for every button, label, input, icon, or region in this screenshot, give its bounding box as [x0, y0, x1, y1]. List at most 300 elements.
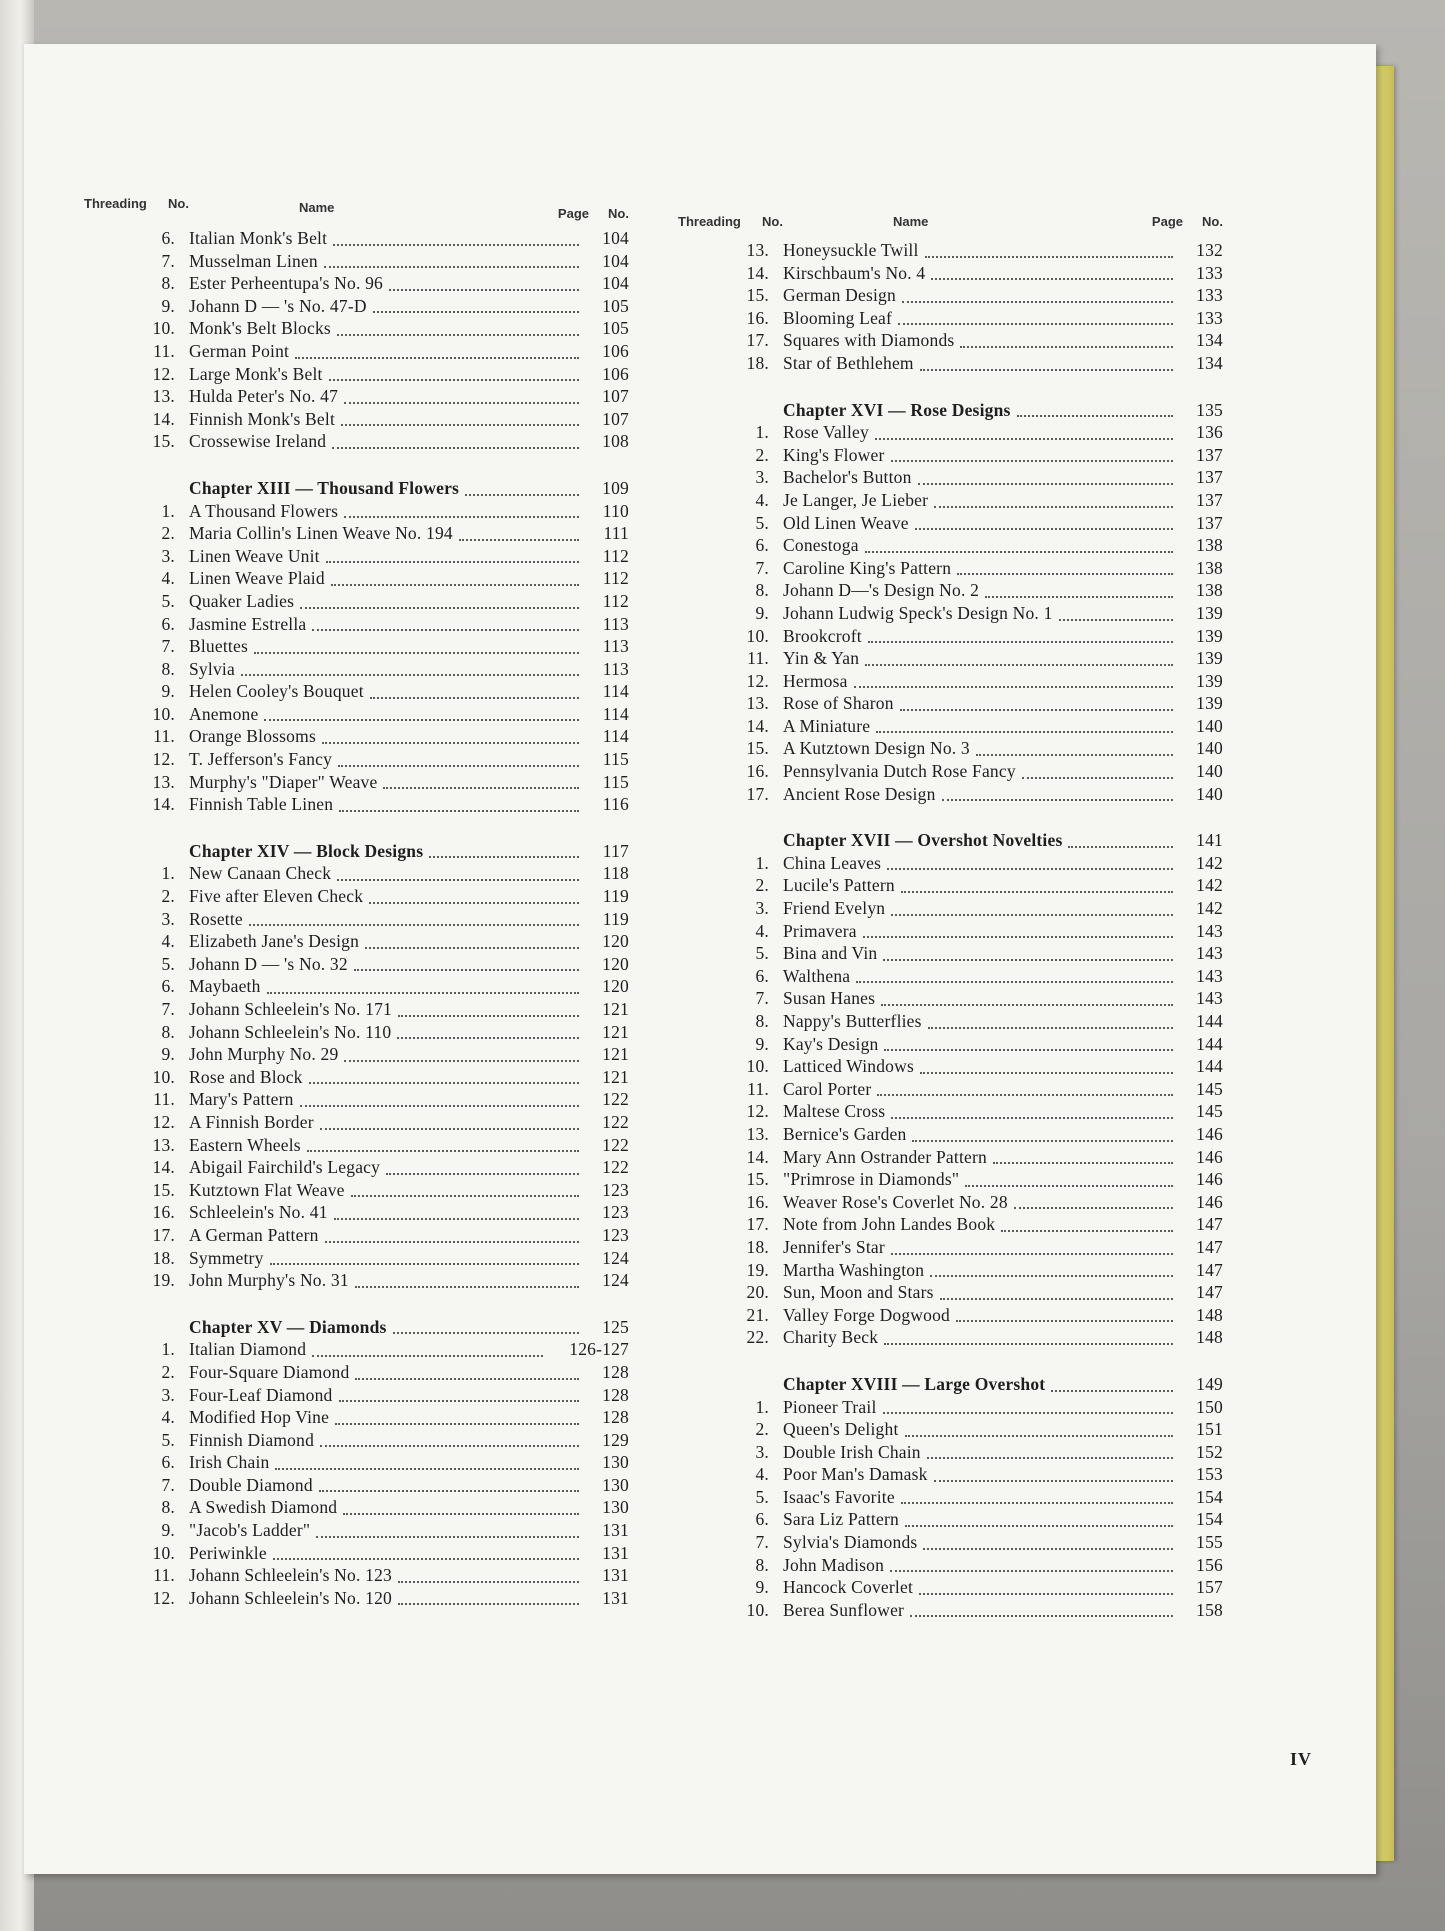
chapter-title: Chapter XV — Diamonds — [189, 1316, 387, 1337]
column-header — [84, 192, 629, 228]
entry-name: German Design — [783, 285, 896, 306]
entry-name: A Swedish Diamond — [189, 1497, 338, 1518]
toc-entry — [678, 853, 1223, 876]
entry-page: 131 — [602, 1542, 629, 1563]
dot-leader — [1017, 414, 1173, 417]
dot-leader — [931, 277, 1173, 280]
toc-entry — [678, 1305, 1223, 1328]
entry-name: Pioneer Trail — [783, 1396, 877, 1417]
entry-name: Murphy's "Diaper" Weave — [189, 771, 378, 792]
entry-page: 146 — [1196, 1169, 1223, 1190]
entry-page: 113 — [602, 613, 629, 634]
entry-page: 123 — [602, 1202, 629, 1223]
entry-number: 13. — [746, 1123, 769, 1144]
entry-number: 11. — [747, 648, 769, 669]
entry-number: 12. — [152, 1111, 175, 1132]
entry-name: Orange Blossoms — [189, 726, 316, 747]
dot-leader — [334, 1217, 579, 1220]
entry-number: 17. — [746, 330, 769, 351]
entry-page: 138 — [1196, 580, 1223, 601]
entry-name: Double Irish Chain — [783, 1441, 921, 1462]
toc-entry — [84, 409, 629, 432]
dot-leader — [920, 368, 1173, 371]
entry-number: 1. — [161, 500, 175, 521]
entry-name: Pennsylvania Dutch Rose Fancy — [783, 761, 1016, 782]
dot-leader — [900, 708, 1173, 711]
entry-name: Maybaeth — [189, 976, 261, 997]
toc-entry — [84, 863, 629, 886]
toc-entry — [84, 1565, 629, 1588]
entry-number: 9. — [161, 681, 175, 702]
entry-page: 133 — [1196, 307, 1223, 328]
toc-entry — [84, 1180, 629, 1203]
entry-page: 124 — [602, 1270, 629, 1291]
dot-leader — [341, 423, 579, 426]
entry-page: 140 — [1196, 715, 1223, 736]
section-spacer — [84, 817, 629, 841]
dot-leader — [891, 913, 1173, 916]
entry-page: 104 — [602, 228, 629, 248]
dot-leader — [927, 1456, 1173, 1459]
dot-leader — [1051, 1389, 1173, 1392]
entry-page: 114 — [602, 726, 629, 747]
toc-entry — [678, 1034, 1223, 1057]
section-spacer — [678, 806, 1223, 830]
dot-leader — [863, 935, 1173, 938]
entry-number: 9. — [161, 295, 175, 316]
entry-name: Sun, Moon and Stars — [783, 1282, 934, 1303]
dot-leader — [910, 1614, 1173, 1617]
dot-leader — [965, 1184, 1173, 1187]
toc-entry — [678, 738, 1223, 761]
chapter-title: Chapter XIII — Thousand Flowers — [189, 477, 460, 498]
dot-leader — [905, 1434, 1173, 1437]
entry-page: 130 — [602, 1452, 629, 1473]
dot-leader — [339, 1399, 580, 1402]
entry-page: 135 — [1196, 399, 1223, 420]
dot-leader — [329, 378, 579, 381]
entry-name: Isaac's Favorite — [783, 1486, 895, 1507]
entry-name: Johann Schleelein's No. 123 — [189, 1565, 392, 1586]
dot-leader — [393, 1331, 579, 1334]
dot-leader — [312, 1354, 543, 1357]
dot-leader — [339, 809, 579, 812]
toc-entry — [84, 749, 629, 772]
dot-leader — [370, 696, 579, 699]
entry-page: 149 — [1196, 1373, 1223, 1394]
dot-leader — [918, 482, 1173, 485]
entry-number: 9. — [161, 1044, 175, 1065]
entry-page: 144 — [1196, 1056, 1223, 1077]
entry-name: John Murphy No. 29 — [189, 1044, 339, 1065]
entry-name: Jennifer's Star — [783, 1236, 885, 1257]
toc-entry — [678, 898, 1223, 921]
entry-number: 16. — [746, 307, 769, 328]
entry-page: 122 — [602, 1089, 629, 1110]
toc-entry — [84, 1089, 629, 1112]
entry-page: 137 — [1196, 489, 1223, 510]
dot-leader — [365, 946, 579, 949]
toc-entry — [84, 1112, 629, 1135]
toc-entry — [678, 716, 1223, 739]
entry-name: Conestoga — [783, 535, 859, 556]
entry-number: 9. — [161, 1520, 175, 1541]
entry-name: Monk's Belt Blocks — [189, 318, 331, 339]
entry-name: John Murphy's No. 31 — [189, 1270, 349, 1291]
entry-page: 150 — [1196, 1396, 1223, 1417]
dot-leader — [322, 741, 579, 744]
entry-name: Finnish Table Linen — [189, 794, 334, 815]
entry-name: Modified Hop Vine — [189, 1407, 330, 1428]
dot-leader — [338, 764, 579, 767]
entry-page: 138 — [1196, 535, 1223, 556]
dot-leader — [386, 1172, 579, 1175]
entry-page: 139 — [1196, 625, 1223, 646]
entry-number: 13. — [746, 240, 769, 260]
toc-entry — [84, 1385, 629, 1408]
dot-leader — [249, 923, 579, 926]
entry-name: Ancient Rose Design — [783, 783, 936, 804]
entry-page: 118 — [602, 863, 629, 884]
toc-entry — [678, 1600, 1223, 1623]
entry-number: 12. — [746, 1101, 769, 1122]
entry-name: Rose Valley — [783, 422, 869, 443]
toc-entry — [84, 431, 629, 454]
entry-name: Walthena — [783, 965, 851, 986]
entry-name: Poor Man's Damask — [783, 1464, 928, 1485]
entry-name: Periwinkle — [189, 1542, 267, 1563]
entry-name: Charity Beck — [783, 1327, 879, 1348]
toc-entry — [678, 558, 1223, 581]
toc-entry — [84, 1135, 629, 1158]
dot-leader — [1022, 776, 1173, 779]
section-spacer — [678, 1350, 1223, 1374]
entry-name: Johann D—'s Design No. 2 — [783, 580, 980, 601]
entry-page: 141 — [1196, 830, 1223, 851]
entry-page: 133 — [1196, 262, 1223, 283]
entry-number: 6. — [161, 228, 175, 248]
entry-page: 106 — [602, 340, 629, 361]
dot-leader — [333, 243, 579, 246]
toc-entry — [84, 1430, 629, 1453]
entry-number: 7. — [755, 557, 769, 578]
entry-page: 147 — [1196, 1214, 1223, 1235]
entry-page: 120 — [602, 931, 629, 952]
entry-name: Large Monk's Belt — [189, 363, 323, 384]
entry-name: Primavera — [783, 920, 857, 941]
dot-leader — [883, 1411, 1173, 1414]
entry-number: 18. — [746, 352, 769, 373]
toc-entry — [678, 603, 1223, 626]
toc-entry — [84, 1520, 629, 1543]
toc-entry — [84, 794, 629, 817]
toc-entry — [678, 1464, 1223, 1487]
entry-number: 8. — [161, 1021, 175, 1042]
entry-page: 114 — [602, 681, 629, 702]
entry-page: 156 — [1196, 1554, 1223, 1575]
dot-leader — [865, 663, 1173, 666]
toc-entry — [678, 1532, 1223, 1555]
entry-number: 5. — [755, 1486, 769, 1507]
dot-leader — [883, 958, 1173, 961]
entry-number: 15. — [152, 431, 175, 452]
entry-number: 3. — [755, 467, 769, 488]
toc-entry — [84, 614, 629, 637]
entry-name: A Finnish Border — [189, 1111, 314, 1132]
chapter-heading — [678, 400, 1223, 423]
dot-leader — [465, 493, 579, 496]
toc-entry — [678, 1260, 1223, 1283]
dot-leader — [316, 1535, 579, 1538]
entry-page: 134 — [1196, 330, 1223, 351]
dot-leader — [355, 1377, 579, 1380]
entry-page: 147 — [1196, 1259, 1223, 1280]
entry-name: Finnish Diamond — [189, 1429, 315, 1450]
entry-number: 6. — [755, 965, 769, 986]
entry-name: Berea Sunflower — [783, 1599, 905, 1620]
entry-number: 19. — [152, 1270, 175, 1291]
entry-number: 16. — [152, 1202, 175, 1223]
entry-page: 121 — [602, 1066, 629, 1087]
dot-leader — [915, 527, 1173, 530]
entry-name: Italian Monk's Belt — [189, 228, 328, 248]
toc-entry — [678, 693, 1223, 716]
toc-entry — [678, 966, 1223, 989]
entry-page: 107 — [602, 386, 629, 407]
entry-name: Bachelor's Button — [783, 467, 912, 488]
toc-entry — [678, 1327, 1223, 1350]
dot-leader — [300, 606, 579, 609]
header-page-no: No. — [1202, 214, 1223, 229]
entry-page: 112 — [602, 545, 629, 566]
entry-name: Jasmine Estrella — [189, 613, 307, 634]
toc-entry — [84, 1588, 629, 1611]
header-name: Name — [299, 200, 335, 215]
entry-name: Crossewise Ireland — [189, 431, 327, 452]
entry-name: Sylvia — [189, 658, 235, 679]
entry-name: Ester Perheentupa's No. 96 — [189, 273, 383, 294]
entry-number: 8. — [755, 580, 769, 601]
dot-leader — [898, 322, 1173, 325]
entry-name: Linen Weave Plaid — [189, 568, 325, 589]
entry-number: 19. — [746, 1259, 769, 1280]
toc-entry — [678, 1147, 1223, 1170]
toc-entry — [84, 1044, 629, 1067]
entry-number: 2. — [755, 1419, 769, 1440]
entry-number: 3. — [161, 1384, 175, 1405]
chapter-title: Chapter XVI — Rose Designs — [783, 399, 1011, 420]
entry-number: 10. — [152, 318, 175, 339]
toc-entry — [84, 1475, 629, 1498]
entry-page: 128 — [602, 1384, 629, 1405]
entry-name: Rosette — [189, 908, 243, 929]
dot-leader — [270, 1262, 579, 1265]
entry-number: 7. — [161, 250, 175, 271]
dot-leader — [919, 1592, 1173, 1595]
toc-entry — [678, 1509, 1223, 1532]
toc-entry — [84, 1407, 629, 1430]
dot-leader — [309, 1081, 579, 1084]
entry-name: Bina and Vin — [783, 943, 878, 964]
entry-number: 1. — [755, 1396, 769, 1417]
dot-leader — [905, 1524, 1173, 1527]
toc-entry — [678, 1101, 1223, 1124]
entry-name: Weaver Rose's Coverlet No. 28 — [783, 1191, 1008, 1212]
entry-number: 3. — [161, 908, 175, 929]
chapter-heading — [84, 841, 629, 864]
toc-entry — [84, 1362, 629, 1385]
entry-number: 14. — [746, 262, 769, 283]
entry-page: 128 — [602, 1407, 629, 1428]
entry-number: 5. — [161, 953, 175, 974]
entry-number: 6. — [161, 1452, 175, 1473]
entry-page: 110 — [602, 500, 629, 521]
entry-page: 104 — [602, 273, 629, 294]
entry-name: John Madison — [783, 1554, 885, 1575]
entry-number: 2. — [161, 886, 175, 907]
entry-page: 143 — [1196, 920, 1223, 941]
dot-leader — [884, 1048, 1173, 1051]
toc-entry — [84, 1270, 629, 1293]
entry-page: 138 — [1196, 557, 1223, 578]
entry-name: "Jacob's Ladder" — [189, 1520, 311, 1541]
toc-entry — [678, 422, 1223, 445]
entry-number: 14. — [152, 408, 175, 429]
dot-leader — [976, 753, 1173, 756]
entry-number: 9. — [755, 1033, 769, 1054]
dot-leader — [300, 1104, 579, 1107]
entry-number: 11. — [153, 1565, 175, 1586]
toc-entry — [678, 1397, 1223, 1420]
dot-leader — [925, 255, 1173, 258]
header-threading: Threading — [84, 196, 147, 211]
chapter-heading — [678, 1374, 1223, 1397]
dot-leader — [320, 1127, 579, 1130]
entry-page: 137 — [1196, 512, 1223, 533]
dot-leader — [1068, 845, 1173, 848]
entry-name: Helen Cooley's Bouquet — [189, 681, 364, 702]
toc-entry — [84, 1497, 629, 1520]
entry-name: Kutztown Flat Weave — [189, 1179, 345, 1200]
dot-leader — [865, 550, 1173, 553]
dot-leader — [890, 1569, 1173, 1572]
dot-leader — [241, 673, 579, 676]
entry-number: 9. — [755, 1577, 769, 1598]
dot-leader — [934, 1479, 1173, 1482]
dot-leader — [875, 437, 1173, 440]
toc-entry — [84, 591, 629, 614]
chapter-heading — [84, 1317, 629, 1340]
toc-entry — [678, 1056, 1223, 1079]
toc-entry — [678, 1169, 1223, 1192]
dot-leader — [902, 300, 1173, 303]
entry-name: Honeysuckle Twill — [783, 240, 919, 260]
toc-entry — [678, 1237, 1223, 1260]
entry-page: 148 — [1196, 1304, 1223, 1325]
toc-entry — [678, 285, 1223, 308]
toc-entry — [678, 1192, 1223, 1215]
entry-number: 7. — [161, 999, 175, 1019]
toc-entry — [678, 1079, 1223, 1102]
toc-column-right — [678, 204, 1223, 1622]
dot-leader — [398, 1602, 579, 1605]
entry-page: 124 — [602, 1247, 629, 1268]
entry-number: 11. — [153, 726, 175, 747]
toc-entry — [84, 1225, 629, 1248]
entry-page: 113 — [602, 636, 629, 657]
header-no: No. — [762, 214, 783, 229]
entry-number: 18. — [152, 1247, 175, 1268]
toc-entry — [84, 341, 629, 364]
entry-page: 134 — [1196, 352, 1223, 373]
dot-leader — [307, 1149, 579, 1152]
dot-leader — [877, 1093, 1173, 1096]
toc-entry — [84, 931, 629, 954]
toc-entry — [84, 1339, 629, 1362]
entry-page: 109 — [602, 477, 629, 498]
dot-leader — [273, 1557, 579, 1560]
entry-page: 116 — [602, 794, 629, 815]
toc-entry — [678, 490, 1223, 513]
entry-number: 2. — [161, 1361, 175, 1382]
entry-page: 123 — [602, 1224, 629, 1245]
entry-name: Johann Schleelein's No. 110 — [189, 1021, 392, 1042]
entry-number: 2. — [755, 444, 769, 465]
entry-page: 145 — [1196, 1078, 1223, 1099]
entry-page: 146 — [1196, 1123, 1223, 1144]
toc-entry — [84, 568, 629, 591]
entry-number: 13. — [152, 771, 175, 792]
entry-page: 148 — [1196, 1327, 1223, 1348]
toc-entry — [84, 296, 629, 319]
dot-leader — [254, 651, 579, 654]
dot-leader — [373, 310, 579, 313]
entry-name: A Thousand Flowers — [189, 500, 339, 521]
toc-entry — [84, 1157, 629, 1180]
entry-name: Kirschbaum's No. 4 — [783, 262, 926, 283]
dot-leader — [344, 1059, 579, 1062]
toc-entry — [84, 386, 629, 409]
entry-page: 132 — [1196, 240, 1223, 260]
toc-column-left — [84, 192, 629, 1610]
dot-leader — [326, 560, 579, 563]
toc-entry — [678, 671, 1223, 694]
section-spacer — [84, 454, 629, 478]
dot-leader — [887, 867, 1173, 870]
entry-page: 121 — [602, 999, 629, 1019]
entry-number: 4. — [161, 568, 175, 589]
entry-number: 15. — [746, 285, 769, 306]
entry-name: King's Flower — [783, 444, 885, 465]
dot-leader — [344, 401, 579, 404]
entry-page: 112 — [602, 590, 629, 611]
entry-page: 140 — [1196, 761, 1223, 782]
entry-name: Latticed Windows — [783, 1056, 914, 1077]
entry-page: 114 — [602, 703, 629, 724]
dot-leader — [397, 1036, 579, 1039]
entry-page: 104 — [602, 250, 629, 271]
entry-page: 142 — [1196, 852, 1223, 873]
dot-leader — [993, 1161, 1173, 1164]
toc-entry — [678, 1577, 1223, 1600]
header-no: No. — [168, 196, 189, 211]
entry-page: 137 — [1196, 444, 1223, 465]
entry-number: 7. — [755, 1532, 769, 1553]
dot-leader — [957, 572, 1173, 575]
entry-number: 14. — [746, 715, 769, 736]
dot-leader — [354, 968, 579, 971]
dot-leader — [891, 1116, 1173, 1119]
